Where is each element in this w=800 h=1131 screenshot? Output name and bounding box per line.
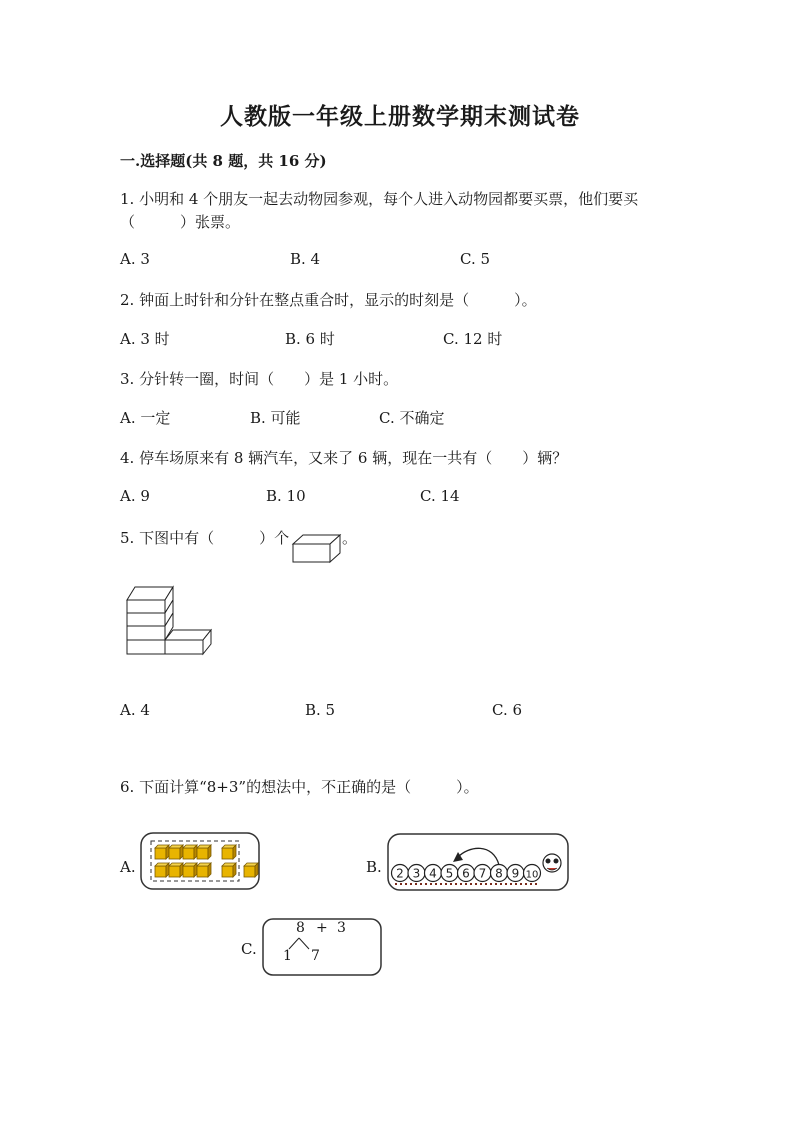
- caterpillar-number: 7: [478, 866, 487, 881]
- question-5-stem: 5. 下图中有（ ）个: [120, 529, 290, 547]
- question-1-stem-line-1: 1. 小明和 4 个朋友一起去动物园参观，每个人进入动物园都要买票，他们要买: [120, 190, 639, 208]
- caterpillar-number: 10: [525, 869, 539, 881]
- question-6-option-c-label[interactable]: C.: [241, 940, 257, 958]
- option-a-cubes-figure: [140, 832, 260, 890]
- question-2-option-a[interactable]: A. 3 时: [120, 330, 170, 348]
- caterpillar-number: 2: [396, 866, 404, 881]
- question-4-option-b[interactable]: B. 10: [266, 487, 306, 505]
- split-plus-sign: +: [316, 920, 328, 936]
- split-number-7: 7: [311, 948, 320, 964]
- question-3-option-b[interactable]: B. 可能: [250, 409, 301, 427]
- question-6-option-a-label[interactable]: A.: [120, 858, 136, 876]
- question-2-option-b[interactable]: B. 6 时: [285, 330, 335, 348]
- question-2-option-c[interactable]: C. 12 时: [443, 330, 503, 348]
- caterpillar-number: 9: [511, 866, 520, 881]
- question-6-stem: 6. 下面计算“8+3”的想法中，不正确的是（ ）。: [120, 778, 479, 796]
- question-1-option-a[interactable]: A. 3: [120, 250, 150, 268]
- question-4-option-a[interactable]: A. 9: [120, 487, 150, 505]
- section-heading: 一.选择题(共 8 题，共 16 分): [120, 152, 327, 170]
- question-2-stem: 2. 钟面上时针和分针在整点重合时，显示的时刻是（ ）。: [120, 291, 537, 309]
- caterpillar-head-icon: [543, 854, 561, 872]
- question-1-option-c[interactable]: C. 5: [460, 250, 491, 268]
- stacked-blocks-figure: [126, 586, 218, 656]
- question-5-option-b[interactable]: B. 5: [305, 701, 336, 719]
- question-4-stem: 4. 停车场原来有 8 辆汽车，又来了 6 辆，现在一共有（ ）辆？: [120, 449, 568, 467]
- caterpillar-number: 5: [445, 866, 454, 881]
- caterpillar-number: 4: [429, 866, 437, 881]
- question-5-stem-suffix: 。: [342, 529, 358, 547]
- question-3-option-a[interactable]: A. 一定: [120, 409, 171, 427]
- caterpillar-number: 3: [412, 866, 421, 881]
- split-number-3: 3: [337, 920, 346, 936]
- question-4-option-c[interactable]: C. 14: [420, 487, 460, 505]
- cuboid-shape-icon: [290, 532, 340, 564]
- split-number-8: 8: [296, 920, 305, 936]
- question-5-option-c[interactable]: C. 6: [492, 701, 523, 719]
- caterpillar-number: 6: [462, 866, 470, 881]
- page-title: 人教版一年级上册数学期末测试卷: [220, 103, 580, 130]
- question-6-option-b-label[interactable]: B.: [366, 858, 382, 876]
- question-5-option-a[interactable]: A. 4: [120, 701, 150, 719]
- caterpillar-number: 8: [495, 866, 503, 881]
- option-b-caterpillar-figure: [387, 833, 569, 891]
- question-1-stem-line-2: （ ）张票。: [120, 213, 241, 231]
- question-1-option-b[interactable]: B. 4: [290, 250, 321, 268]
- question-3-stem: 3. 分针转一圈，时间（ ）是 1 小时。: [120, 370, 399, 388]
- question-3-option-c[interactable]: C. 不确定: [379, 409, 445, 427]
- split-number-1: 1: [283, 948, 292, 964]
